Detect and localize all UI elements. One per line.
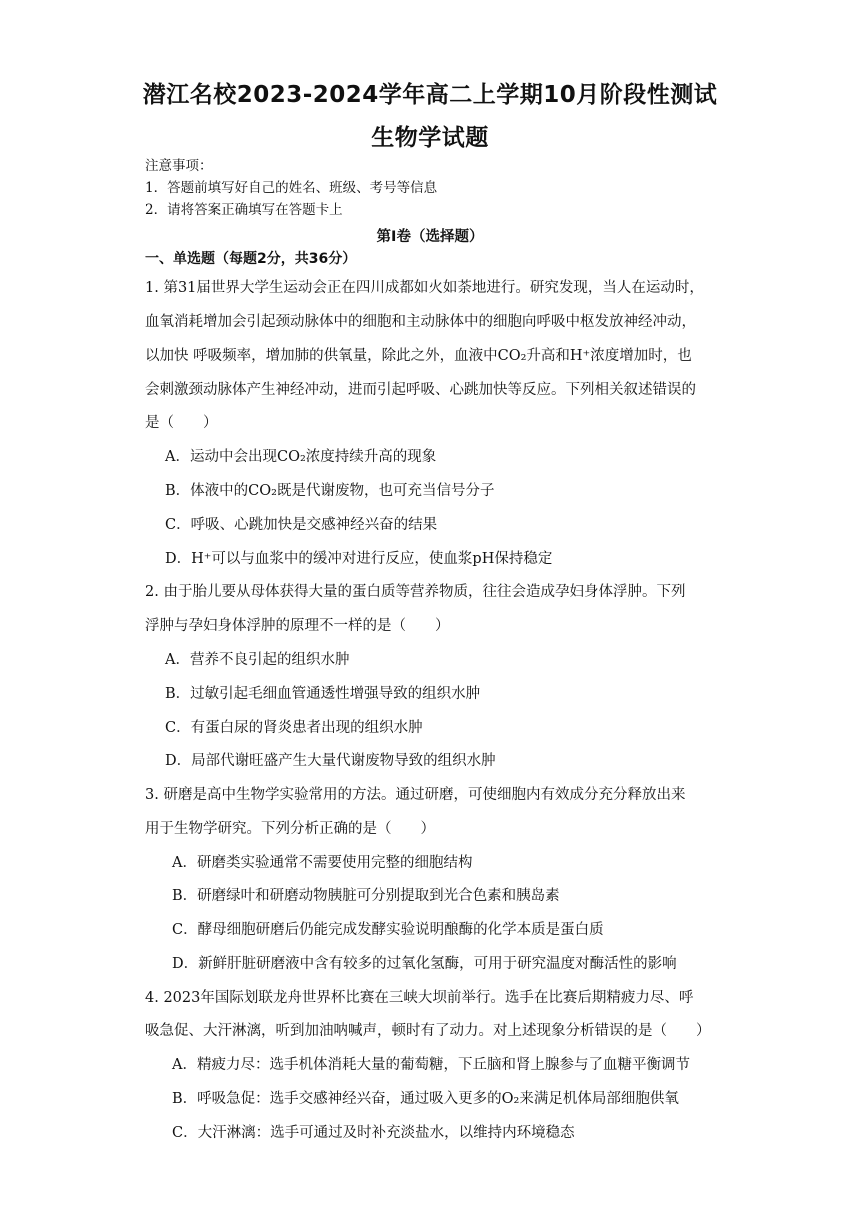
question-3-option-b: B．研磨绿叶和研磨动物胰脏可分别提取到光合色素和胰岛素 bbox=[172, 888, 560, 904]
question-1-option-a: A．运动中会出现CO₂浓度持续升高的现象 bbox=[165, 449, 437, 465]
question-1-line: 会刺激颈动脉体产生神经冲动，进而引起呼吸、心跳加快等反应。下列相关叙述错误的 bbox=[145, 382, 696, 398]
question-2-option-c: C．有蛋白尿的肾炎患者出现的组织水肿 bbox=[165, 720, 423, 736]
part-title: 一、单选题（每题2分，共36分） bbox=[145, 251, 357, 267]
question-3-line: 3. 研磨是高中生物学实验常用的方法。通过研磨，可使细胞内有效成分充分释放出来 bbox=[145, 787, 686, 803]
question-4-option-b: B．呼吸急促：选手交感神经兴奋，通过吸入更多的O₂来满足机体局部细胞供氧 bbox=[172, 1091, 679, 1107]
exam-subtitle: 生物学试题 bbox=[371, 125, 489, 151]
question-2-option-a: A．营养不良引起的组织水肿 bbox=[165, 652, 350, 668]
question-3-line: 用于生物学研究。下列分析正确的是（ ） bbox=[145, 821, 435, 837]
question-1-line: 以加快 呼吸频率，增加肺的供氧量，除此之外，血液中CO₂升高和H⁺浓度增加时，也 bbox=[145, 348, 692, 364]
question-1-line: 1. 第31届世界大学生运动会正在四川成都如火如荼地进行。研究发现，当人在运动时， bbox=[145, 280, 704, 296]
question-2-option-d: D．局部代谢旺盛产生大量代谢废物导致的组织水肿 bbox=[165, 753, 496, 769]
note-item: 1．答题前填写好自己的姓名、班级、考号等信息 bbox=[145, 180, 438, 196]
question-1-option-d: D．H⁺可以与血浆中的缓冲对进行反应，使血浆pH保持稳定 bbox=[165, 551, 553, 567]
question-2-option-b: B．过敏引起毛细血管通透性增强导致的组织水肿 bbox=[165, 686, 481, 702]
section-title: 第Ⅰ卷（选择题） bbox=[376, 229, 484, 245]
question-1-option-c: C．呼吸、心跳加快是交感神经兴奋的结果 bbox=[165, 517, 438, 533]
question-1-option-b: B．体液中的CO₂既是代谢废物，也可充当信号分子 bbox=[165, 483, 495, 499]
exam-title: 潜江名校2023-2024学年高二上学期10月阶段性测试 bbox=[142, 82, 718, 108]
question-3-option-d: D．新鲜肝脏研磨液中含有较多的过氧化氢酶，可用于研究温度对酶活性的影响 bbox=[172, 956, 677, 972]
question-4-option-c: C．大汗淋漓：选手可通过及时补充淡盐水，以维持内环境稳态 bbox=[172, 1125, 575, 1141]
notes-heading: 注意事项： bbox=[145, 158, 213, 174]
question-1-line: 是（ ） bbox=[145, 415, 218, 431]
note-item: 2．请将答案正确填写在答题卡上 bbox=[145, 202, 343, 218]
question-1-line: 血氧消耗增加会引起颈动脉体中的细胞和主动脉体中的细胞向呼吸中枢发放神经冲动， bbox=[145, 314, 696, 330]
question-3-option-c: C．酵母细胞研磨后仍能完成发酵实验说明酿酶的化学本质是蛋白质 bbox=[172, 922, 604, 938]
question-2-line: 浮肿与孕妇身体浮肿的原理不一样的是（ ） bbox=[145, 618, 450, 634]
question-4-line: 4. 2023年国际划联龙舟世界杯比赛在三峡大坝前举行。选手在比赛后期精疲力尽、呼 bbox=[145, 990, 694, 1006]
question-4-line: 吸急促、大汗淋漓，听到加油呐喊声，顿时有了动力。对上述现象分析错误的是（ ） bbox=[145, 1023, 711, 1039]
question-2-line: 2. 由于胎儿要从母体获得大量的蛋白质等营养物质，往往会造成孕妇身体浮肿。下列 bbox=[145, 584, 686, 600]
question-4-option-a: A．精疲力尽：选手机体消耗大量的葡萄糖，下丘脑和肾上腺参与了血糖平衡调节 bbox=[172, 1057, 690, 1073]
question-3-option-a: A．研磨类实验通常不需要使用完整的细胞结构 bbox=[172, 855, 473, 871]
